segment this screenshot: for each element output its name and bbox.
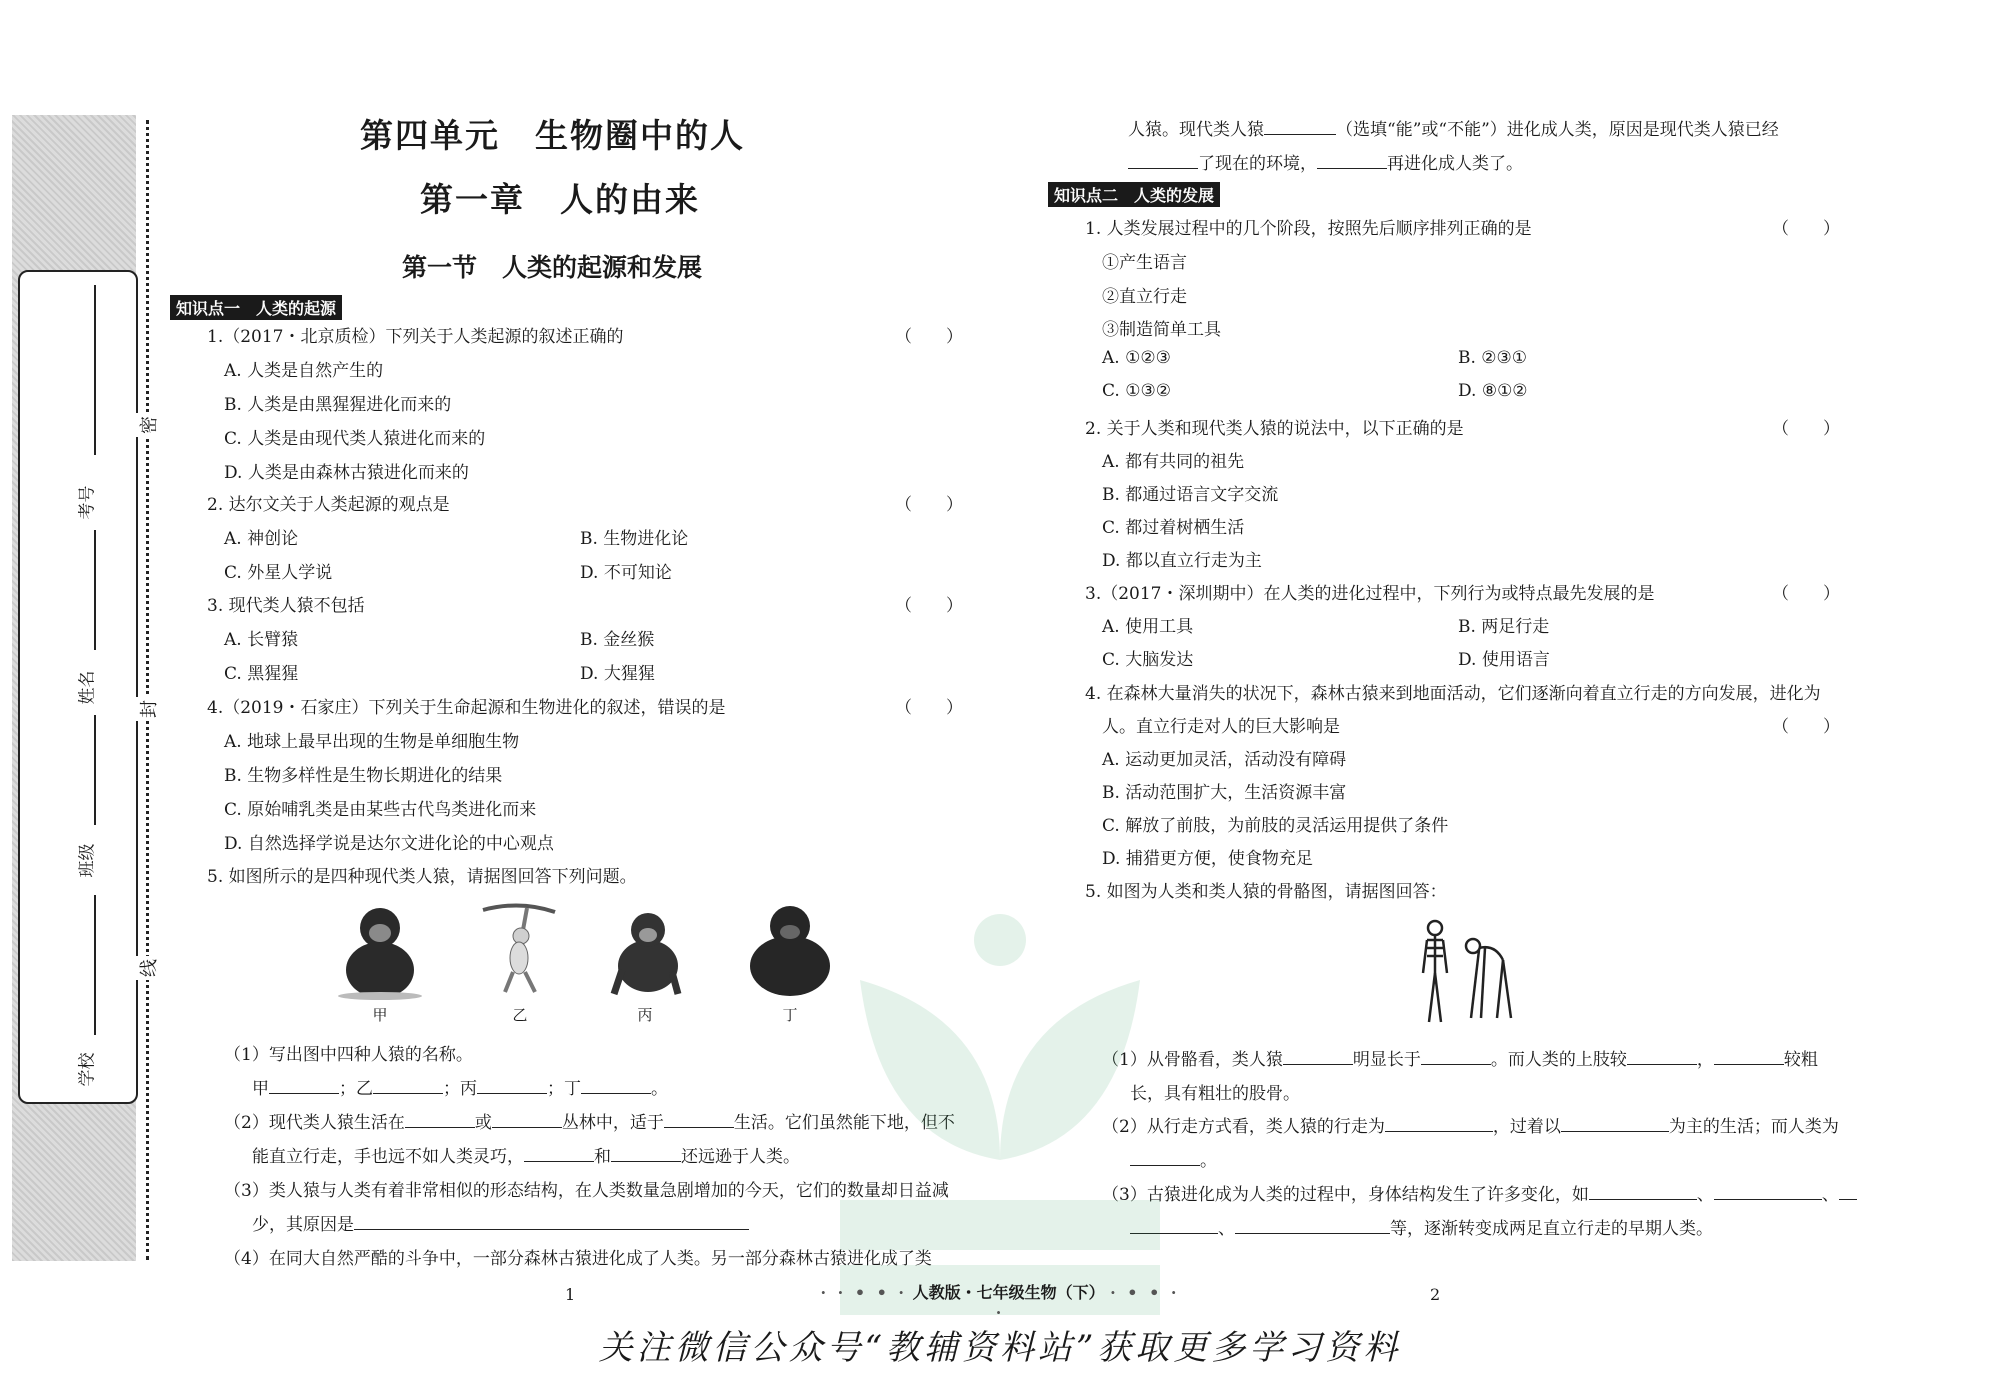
r-q4-option-b: B. 活动范围扩大，生活资源丰富 — [1102, 783, 1347, 803]
r-q4-option-c: C. 解放了前肢，为前肢的灵活运用提供了条件 — [1102, 816, 1449, 836]
r-q2-option-d: D. 都以直立行走为主 — [1102, 551, 1262, 571]
field-school-label: 学校 — [77, 1052, 98, 1087]
r-q5-part1-line1: （1）从骨骼看，类人猿 明显长于 。而人类的上肢较 ， 较粗 — [1102, 1045, 1818, 1070]
q2-answer-bracket: （ ） — [895, 495, 963, 515]
r-q3-stem: 3.（2017・深圳期中）在人类的进化过程中，下列行为或特点最先发展的是 — [1085, 584, 1655, 604]
book-edition-text: 人教版・七年级生物（下） — [912, 1283, 1105, 1302]
seal-char-xian: 线 — [135, 956, 161, 980]
q5-part1: （1）写出图中四种人猿的名称。 — [224, 1045, 473, 1065]
r-q5-stem: 5. 如图为人类和类人猿的骨骼图，请据图回答： — [1085, 882, 1447, 902]
q1-option-d: D. 人类是由森林古猿进化而来的 — [224, 463, 469, 483]
r-q5-part3-line2: 、 等，逐渐转变成两足直立行走的早期人类。 — [1130, 1214, 1713, 1239]
r-q1-option-b: B. ②③① — [1458, 348, 1528, 368]
q4-option-b: B. 生物多样性是生物长期进化的结果 — [224, 766, 503, 786]
r-q1-option-c: C. ①③② — [1102, 381, 1171, 401]
q5-part1-names: 甲 ；乙 ；丙 ；丁 。 — [252, 1074, 668, 1099]
q1-option-b: B. 人类是由黑猩猩进化而来的 — [224, 395, 452, 415]
field-exam-number-label: 考号 — [77, 485, 98, 520]
field-exam-number-line — [94, 285, 96, 455]
q4-stem: 4.（2019・石家庄）下列关于生命起源和生物进化的叙述，错误的是 — [207, 698, 726, 718]
q5-part4-line2: 人猿。现代类人猿 （选填“能”或“不能”）进化成人类，原因是现代类人猿已经 — [1128, 115, 1779, 140]
field-name-label: 姓名 — [77, 670, 98, 705]
book-edition-footer: · · • • · 人教版・七年级生物（下） · • • · · — [820, 1283, 1180, 1322]
r-q1-option-a: A. ①②③ — [1102, 348, 1171, 368]
r-q1-item-2: ②直立行走 — [1102, 287, 1187, 307]
blank-change-1[interactable] — [1589, 1182, 1697, 1200]
r-q2-option-b: B. 都通过语言文字交流 — [1102, 485, 1279, 505]
q2-option-c: C. 外星人学说 — [224, 563, 333, 583]
q5-part2-line1: （2）现代类人猿生活在 或 丛林中，适于 生活。它们虽然能下地，但不 — [224, 1108, 955, 1133]
q5-part4-line3: 了现在的环境， 再进化成人类了。 — [1128, 149, 1523, 174]
blank-jia[interactable] — [269, 1076, 339, 1094]
q3-option-d: D. 大猩猩 — [580, 664, 655, 684]
knowledge-point-1-label: 知识点一 人类的起源 — [170, 295, 342, 320]
q5-part3-line2: 少，其原因是 — [252, 1210, 749, 1235]
q5-part2-line2: 能直立行走，手也远不如人类灵巧， 和 还远逊于人类。 — [252, 1142, 800, 1167]
ape-caption-yi: 乙 — [512, 1006, 528, 1024]
q5-part4-line1: （4）在同大自然严酷的斗争中，一部分森林古猿进化成了人类。另一部分森林古猿进化成了类 — [224, 1249, 932, 1269]
seal-char-mi: 密 — [135, 413, 161, 437]
blank-no-longer[interactable] — [1317, 151, 1387, 169]
blank-bing[interactable] — [477, 1076, 547, 1094]
q2-option-d: D. 不可知论 — [580, 563, 672, 583]
blank-habitat-1[interactable] — [405, 1110, 475, 1128]
r-q5-part2-line2: 。 — [1130, 1146, 1217, 1171]
promo-banner: 关注微信公众号“教辅资料站”获取更多学习资料 — [598, 1328, 1402, 1368]
q3-option-b: B. 金丝猴 — [580, 630, 655, 650]
gibbon-hanging-icon — [475, 900, 565, 1000]
section-title: 第一节 人类的起源和发展 — [402, 253, 703, 282]
blank-change-3a[interactable] — [1839, 1182, 1857, 1200]
page-number-left: 1 — [565, 1285, 576, 1304]
blank-habitat-2[interactable] — [492, 1110, 562, 1128]
r-q3-option-d: D. 使用语言 — [1458, 650, 1550, 670]
r-q2-option-a: A. 都有共同的祖先 — [1102, 452, 1245, 472]
blank-yi[interactable] — [373, 1076, 443, 1094]
blank-change-2[interactable] — [1714, 1182, 1822, 1200]
page-number-right: 2 — [1430, 1285, 1441, 1304]
r-q2-answer-bracket: （ ） — [1772, 419, 1840, 439]
blank-can-or-cannot[interactable] — [1264, 117, 1336, 135]
blank-ding[interactable] — [581, 1076, 651, 1094]
blank-human-upper[interactable] — [1627, 1047, 1697, 1065]
r-q2-stem: 2. 关于人类和现代类人猿的说法中，以下正确的是 — [1085, 419, 1464, 439]
q3-stem: 3. 现代类人猿不包括 — [207, 596, 365, 616]
q1-option-a: A. 人类是自然产生的 — [224, 361, 384, 381]
r-q1-item-1: ①产生语言 — [1102, 253, 1187, 273]
q2-option-b: B. 生物进化论 — [580, 529, 689, 549]
skeleton-figure — [1415, 918, 1525, 1028]
r-q3-option-b: B. 两足行走 — [1458, 617, 1550, 637]
q5-part3-line1: （3）类人猿与人类有着非常相似的形态结构，在人类数量急剧增加的今天，它们的数量却日益减 — [224, 1181, 949, 1201]
q2-option-a: A. 神创论 — [224, 529, 299, 549]
r-q4-option-a: A. 运动更加灵活，活动没有障碍 — [1102, 750, 1347, 770]
r-q5-part3-line1: （3）古猿进化成为人类的过程中，身体结构发生了许多变化，如 、 、 — [1102, 1180, 1857, 1205]
blank-ape-life[interactable] — [1561, 1114, 1669, 1132]
q4-answer-bracket: （ ） — [895, 698, 963, 718]
r-q1-option-d: D. ⑧①② — [1458, 381, 1528, 401]
r-q3-option-a: A. 使用工具 — [1102, 617, 1194, 637]
field-school-line — [94, 895, 96, 1035]
ape-figure-yi — [475, 900, 565, 1025]
blank-reason[interactable] — [354, 1212, 749, 1230]
blank-ability-1[interactable] — [524, 1144, 594, 1162]
blank-ape-shorter[interactable] — [1421, 1047, 1491, 1065]
plant-logo-icon — [820, 900, 1180, 1320]
chimpanzee-crouching-icon — [600, 900, 690, 1000]
knowledge-point-2-label: 知识点二 人类的发展 — [1048, 182, 1220, 207]
field-name-line — [94, 530, 96, 650]
blank-ability-2[interactable] — [611, 1144, 681, 1162]
ape-caption-jia: 甲 — [372, 1006, 388, 1024]
ape-figure-jia — [335, 900, 425, 1025]
q5-stem: 5. 如图所示的是四种现代类人猿，请据图回答下列问题。 — [207, 867, 637, 887]
r-q4-stem-line2: 人。直立行走对人的巨大影响是 — [1102, 717, 1340, 737]
chimpanzee-sitting-icon — [335, 900, 425, 1000]
q4-option-c: C. 原始哺乳类是由某些古代鸟类进化而来 — [224, 800, 537, 820]
q4-option-a: A. 地球上最早出现的生物是单细胞生物 — [224, 732, 520, 752]
r-q5-part2-line1: （2）从行走方式看，类人猿的行走为 ，过着以 为主的生活；而人类为 — [1102, 1112, 1839, 1137]
q1-stem: 1.（2017・北京质检）下列关于人类起源的叙述正确的 — [207, 327, 624, 347]
r-q1-stem: 1. 人类发展过程中的几个阶段，按照先后顺序排列正确的是 — [1085, 219, 1532, 239]
field-class-line — [94, 715, 96, 825]
r-q1-item-3: ③制造简单工具 — [1102, 320, 1221, 340]
ape-caption-ding: 丁 — [782, 1006, 798, 1024]
blank-change-4[interactable] — [1235, 1216, 1390, 1234]
q3-option-c: C. 黑猩猩 — [224, 664, 299, 684]
blank-ape-gait[interactable] — [1385, 1114, 1493, 1132]
q1-answer-bracket: （ ） — [895, 327, 963, 347]
blank-human-lower[interactable] — [1714, 1047, 1784, 1065]
r-q1-answer-bracket: （ ） — [1772, 219, 1840, 239]
r-q3-option-c: C. 大脑发达 — [1102, 650, 1194, 670]
chapter-title: 第一章 人的由来 — [420, 180, 700, 219]
q3-answer-bracket: （ ） — [895, 596, 963, 616]
watermark-logo — [820, 900, 1180, 1320]
r-q5-part1-line2: 长，具有粗壮的股骨。 — [1130, 1084, 1300, 1104]
blank-lifestyle[interactable] — [664, 1110, 734, 1128]
ape-figure-bing — [600, 900, 690, 1025]
seal-char-feng: 封 — [135, 697, 161, 721]
human-and-ape-skeleton-icon — [1415, 918, 1525, 1028]
q4-option-d: D. 自然选择学说是达尔文进化论的中心观点 — [224, 834, 554, 854]
q1-option-c: C. 人类是由现代类人猿进化而来的 — [224, 429, 486, 449]
r-q4-answer-bracket: （ ） — [1772, 717, 1840, 737]
ape-caption-bing: 丙 — [637, 1006, 653, 1024]
r-q4-stem-line1: 4. 在森林大量消失的状况下，森林古猿来到地面活动，它们逐渐向着直立行走的方向发展，进化为 — [1085, 684, 1821, 704]
q2-stem: 2. 达尔文关于人类起源的观点是 — [207, 495, 450, 515]
r-q2-option-c: C. 都过着树栖生活 — [1102, 518, 1245, 538]
field-class-label: 班级 — [77, 843, 98, 878]
unit-title: 第四单元 生物圈中的人 — [360, 116, 745, 155]
blank-ape-longer[interactable] — [1283, 1047, 1353, 1065]
r-q3-answer-bracket: （ ） — [1772, 584, 1840, 604]
seal-line — [146, 120, 149, 1260]
r-q4-option-d: D. 捕猎更方便，使食物充足 — [1102, 849, 1313, 869]
blank-adapted[interactable] — [1128, 151, 1198, 169]
q3-option-a: A. 长臂猿 — [224, 630, 299, 650]
